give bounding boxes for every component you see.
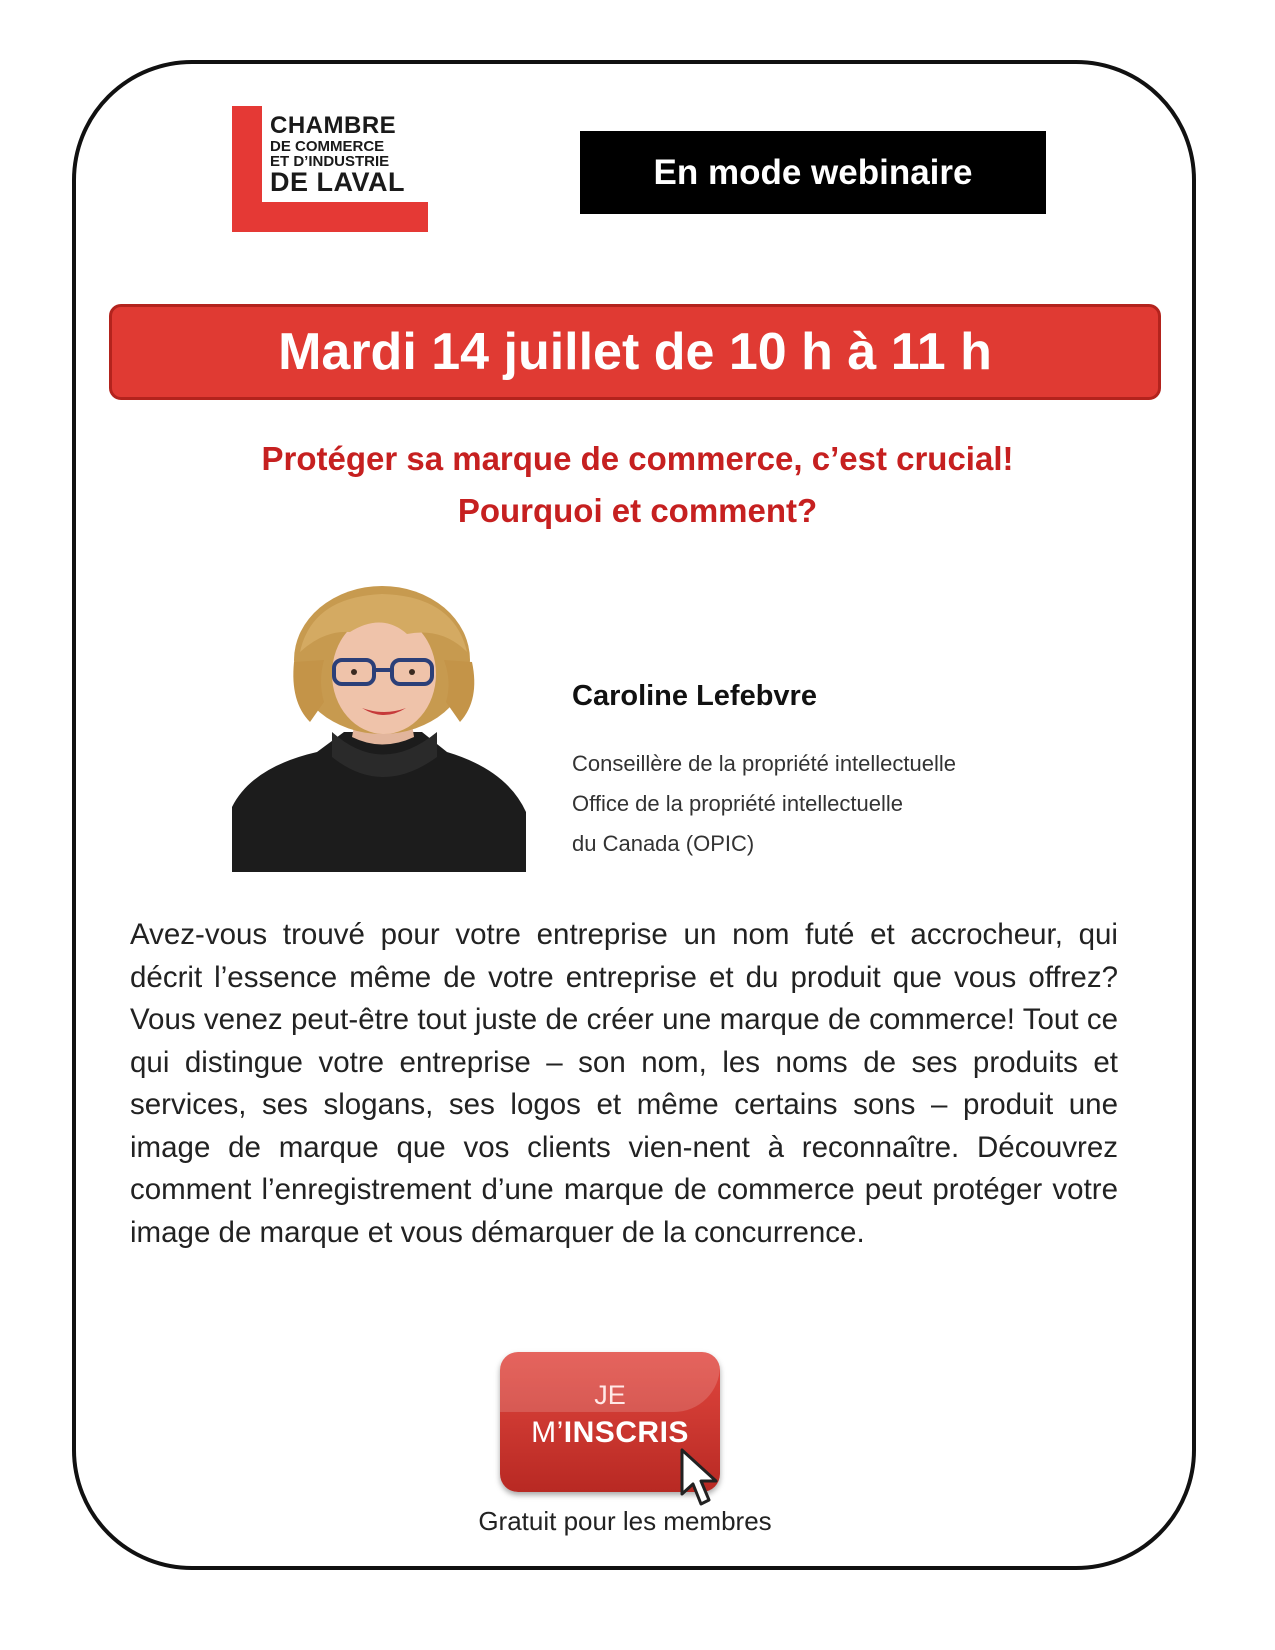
logo-line-2: DE COMMERCE [270,138,385,155]
cci-laval-logo [232,106,428,232]
register-button-bold: INSCRIS [563,1416,689,1449]
speaker-role: Conseillère de la propriété intellectuelle [572,751,957,776]
speaker-org-line-2: du Canada (OPIC) [572,831,755,856]
webinar-mode-badge: En mode webinaire [580,131,1046,214]
logo-line-4: DE LAVAL [270,167,405,197]
logo-text [270,114,420,196]
speaker-org-line-1: Office de la propriété intellectuelle [572,791,904,816]
register-note: Gratuit pour les membres [478,1506,772,1536]
event-description: Avez-vous trouvé pour votre entreprise un nom futé et accrocheur, qui décrit l’essence même de votre entreprise et du produit que vous offrez? Vous venez peut-être tout juste de créer une marque de commerce! Tout ce qui distingue votre entreprise – son nom, les noms de ses produits et services, ses slogans, ses logos et même certains sons – produit une image de marque que vos clients vien-nent à reconnaître. Découvrez comment l’enregistrement d’une marque de commerce peut protéger votre image de marque et vous démarquer de la concurrence. [130,918,1118,1249]
mouse-cursor-icon [678,1448,728,1508]
register-button-prefix: M’ [531,1416,564,1449]
speaker-photo [232,582,526,872]
event-title-line-2: Pourquoi et comment? [457,492,818,529]
event-date-banner: Mardi 14 juillet de 10 h à 11 h [109,304,1161,400]
speaker-details [572,744,956,864]
event-title [100,433,1175,537]
register-button-line-2 [500,1418,720,1448]
speaker-name: Caroline Lefebvre [572,680,817,712]
logo-line-3: ET D’INDUSTRIE [270,153,390,170]
logo-line-1: CHAMBRE [270,112,397,139]
register-button-line-1: JE [594,1380,626,1410]
speaker-portrait-icon [232,582,526,872]
event-title-line-1: Protéger sa marque de commerce, c’est crucial! [261,440,1014,477]
logo-red-bar-horizontal [232,202,428,232]
